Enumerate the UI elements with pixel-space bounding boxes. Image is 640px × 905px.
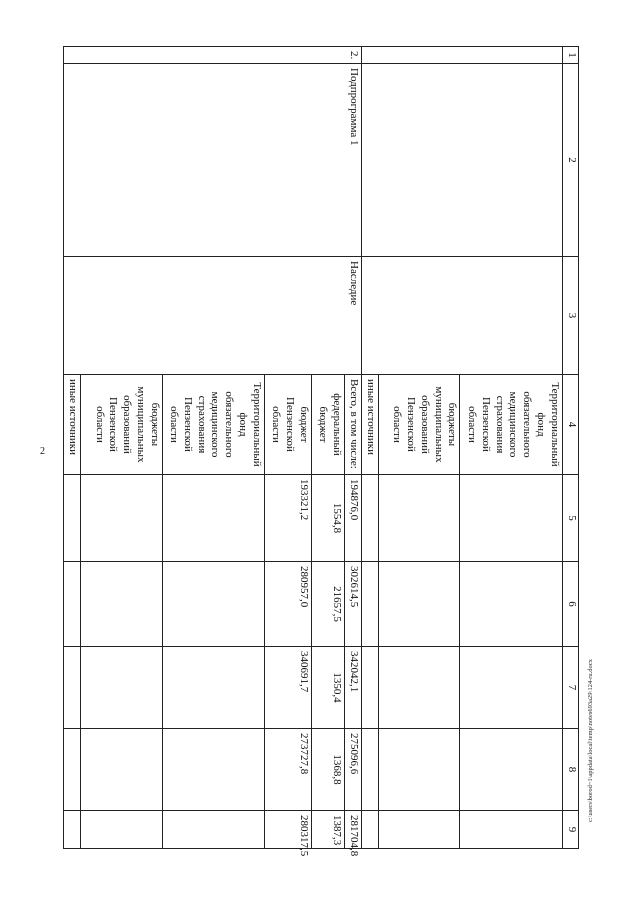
rotated-table-container — [63, 46, 579, 857]
value-cell: 342042,1 — [344, 647, 361, 729]
value-cell — [81, 562, 162, 647]
value-cell — [81, 811, 162, 849]
table-row — [344, 47, 361, 849]
source-cell: федеральный бюджет — [311, 375, 344, 475]
value-cell — [162, 729, 264, 811]
value-cell: 275096,6 — [344, 729, 361, 811]
item-executor: Наследие — [64, 257, 362, 375]
item-name: Подпрограмма 1 — [64, 64, 362, 257]
source-cell: бюджет Пензенской области — [264, 375, 311, 475]
value-cell: 1387,3 — [311, 811, 344, 849]
cont-name-cell — [362, 64, 563, 257]
value-cell — [64, 647, 81, 729]
value-cell — [81, 729, 162, 811]
source-cell: бюджеты муниципальных образований Пензенской области — [379, 375, 460, 475]
col-header-2: 2 — [562, 64, 578, 257]
value-cell: 281704,8 — [344, 811, 361, 849]
value-cell — [162, 811, 264, 849]
col-header-5: 5 — [562, 475, 578, 562]
value-cell: 1554,8 — [311, 475, 344, 562]
col-header-1: 1 — [562, 47, 578, 64]
col-header-8: 8 — [562, 729, 578, 811]
value-cell: 340691,7 — [264, 647, 311, 729]
value-cell: 1368,8 — [311, 729, 344, 811]
value-cell: 21657,5 — [311, 562, 344, 647]
source-cell: Всего, в том числе: — [344, 375, 361, 475]
value-cell — [162, 647, 264, 729]
value-cell — [162, 562, 264, 647]
value-cell: 302614,5 — [344, 562, 361, 647]
value-cell: 280957,0 — [264, 562, 311, 647]
source-cell: Территориальный фонд обязательного медицинского страхования Пензенской области — [162, 375, 264, 475]
value-cell: 1350,4 — [311, 647, 344, 729]
budget-table — [63, 46, 579, 857]
footer-file-path: c:\users\borod~1\appdata\local\temp\notes693a29\124-ru.docx — [587, 659, 594, 822]
value-cell — [64, 811, 81, 849]
value-cell: 280317,5 — [264, 811, 311, 849]
value-cell — [81, 647, 162, 729]
value-cell: 193321,2 — [264, 475, 311, 562]
value-cell — [64, 729, 81, 811]
value-cell: 194876,0 — [344, 475, 361, 562]
value-cell: 273727,8 — [264, 729, 311, 811]
value-cell — [64, 475, 81, 562]
page-number: 2 — [40, 446, 45, 457]
col-header-6: 6 — [562, 562, 578, 647]
table-row — [460, 47, 562, 849]
value-cell — [81, 475, 162, 562]
value-cell — [64, 562, 81, 647]
cont-number-cell — [362, 47, 563, 64]
source-cell: иные источники — [362, 375, 379, 475]
column-header-row — [562, 47, 578, 849]
col-header-4: 4 — [562, 375, 578, 475]
source-cell: иные источники — [64, 375, 81, 475]
source-cell: Территориальный фонд обязательного медицинского страхования Пензенской области — [460, 375, 562, 475]
col-header-3: 3 — [562, 257, 578, 375]
source-cell: бюджеты муниципальных образований Пензенской области — [81, 375, 162, 475]
item-number: 2. — [64, 47, 362, 64]
col-header-9: 9 — [562, 811, 578, 849]
cont-executor-cell — [362, 257, 563, 375]
value-cell — [162, 475, 264, 562]
col-header-7: 7 — [562, 647, 578, 729]
